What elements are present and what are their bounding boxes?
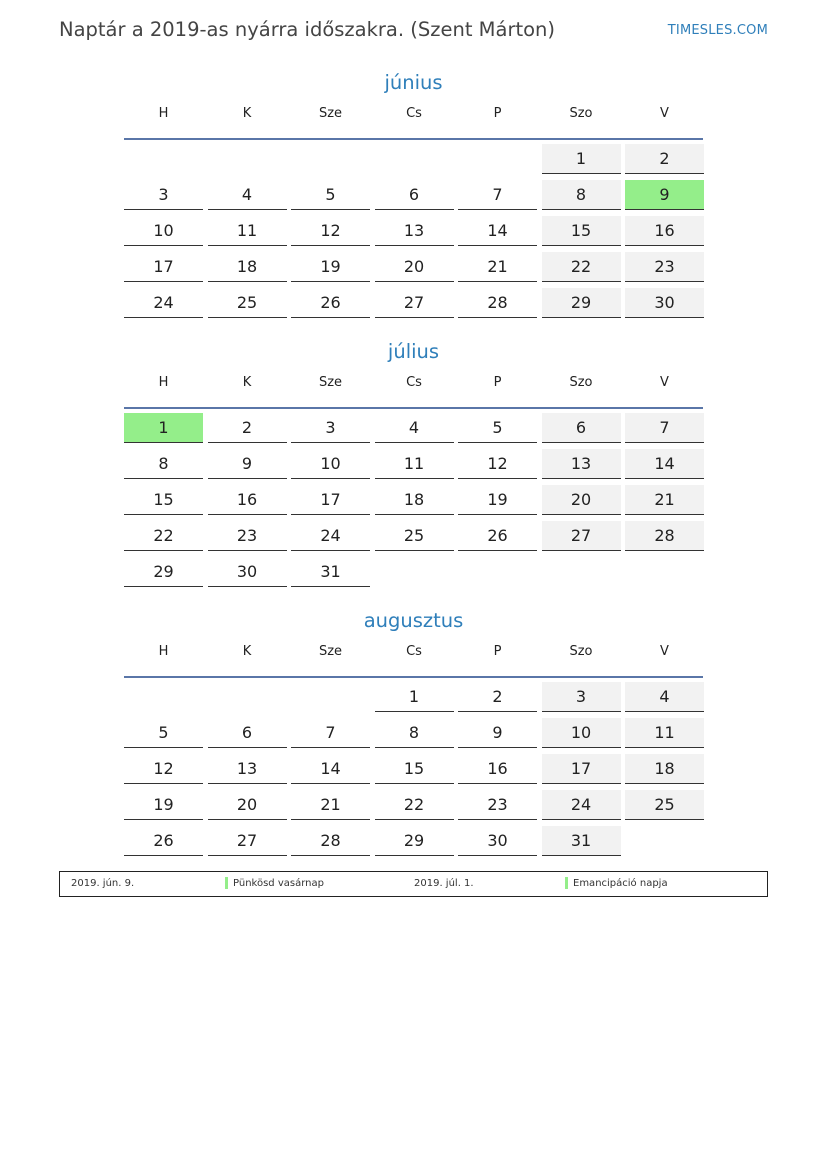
day-cell: 20 [375, 252, 454, 282]
day-cell: 27 [208, 826, 287, 856]
day-cell: 30 [458, 826, 537, 856]
day-cell: 18 [625, 754, 704, 784]
month-title: augusztus [363, 609, 464, 632]
day-cell: 13 [375, 216, 454, 246]
day-cell: 17 [542, 754, 621, 784]
day-cell: 5 [291, 180, 370, 210]
day-cell: 24 [542, 790, 621, 820]
site-link[interactable]: TIMESLES.COM [667, 23, 768, 38]
day-cell: 7 [291, 718, 370, 748]
day-cell: 28 [625, 521, 704, 551]
day-cell: 29 [542, 288, 621, 318]
holiday-marker-icon [565, 877, 568, 889]
day-cell: 11 [375, 449, 454, 479]
weekday-label: K [242, 375, 252, 390]
day-cell: 8 [542, 180, 621, 210]
holiday-legend [59, 871, 768, 897]
day-cell: 15 [375, 754, 454, 784]
day-cell: 19 [291, 252, 370, 282]
day-cell: 16 [458, 754, 537, 784]
day-cell: 12 [458, 449, 537, 479]
day-cell: 4 [375, 413, 454, 443]
day-cell: 14 [625, 449, 704, 479]
weekday-label: K [242, 644, 252, 659]
day-cell: 18 [375, 485, 454, 515]
day-cell: 24 [124, 288, 203, 318]
day-cell: 31 [291, 557, 370, 587]
day-cell: 26 [291, 288, 370, 318]
weekday-label: Szo [569, 106, 593, 121]
legend-holiday-name: Pünkösd vasárnap [233, 878, 324, 889]
day-cell: 25 [375, 521, 454, 551]
weekday-label: Sze [318, 644, 343, 659]
day-cell: 15 [124, 485, 203, 515]
day-cell: 3 [291, 413, 370, 443]
day-cell: 9 [458, 718, 537, 748]
weekday-label: Cs [406, 644, 422, 659]
weekday-header [124, 367, 703, 409]
weekday-label: H [158, 375, 169, 390]
month-title: július [387, 340, 440, 363]
day-cell: 7 [625, 413, 704, 443]
day-cell: 16 [208, 485, 287, 515]
day-cell: 6 [208, 718, 287, 748]
weekday-label: H [158, 644, 169, 659]
day-cell: 22 [124, 521, 203, 551]
month-title: június [384, 71, 443, 94]
day-cell: 29 [375, 826, 454, 856]
day-cell: 19 [458, 485, 537, 515]
day-cell: 7 [458, 180, 537, 210]
day-cell: 27 [542, 521, 621, 551]
day-cell: 2 [458, 682, 537, 712]
weekday-label: Sze [318, 375, 343, 390]
day-cell: 2 [208, 413, 287, 443]
day-cell: 5 [124, 718, 203, 748]
month-july [124, 337, 703, 581]
day-cell: 17 [291, 485, 370, 515]
weekday-label: V [660, 644, 669, 659]
day-cell: 8 [375, 718, 454, 748]
day-cell: 25 [625, 790, 704, 820]
day-cell: 22 [375, 790, 454, 820]
weekday-label: Sze [318, 106, 343, 121]
day-cell: 21 [458, 252, 537, 282]
day-cell: 23 [458, 790, 537, 820]
day-cell: 17 [124, 252, 203, 282]
weekday-label: Szo [569, 644, 593, 659]
day-cell: 3 [124, 180, 203, 210]
weekday-header [124, 636, 703, 678]
day-cell: 23 [625, 252, 704, 282]
weekday-header [124, 98, 703, 140]
day-cell: 1 [375, 682, 454, 712]
day-cell: 8 [124, 449, 203, 479]
day-cell: 12 [291, 216, 370, 246]
day-cell: 10 [291, 449, 370, 479]
legend-holiday-name: Emancipáció napja [573, 878, 668, 889]
day-cell: 6 [375, 180, 454, 210]
weekday-label: P [493, 644, 502, 659]
weekday-label: Cs [406, 106, 422, 121]
page-title: Naptár a 2019-as nyárra időszakra. (Szent Márton) [59, 18, 556, 41]
day-cell: 19 [124, 790, 203, 820]
day-cell: 4 [208, 180, 287, 210]
day-cell: 10 [124, 216, 203, 246]
day-cell: 31 [542, 826, 621, 856]
day-cell: 28 [458, 288, 537, 318]
day-cell: 1 [542, 144, 621, 174]
weekday-label: P [493, 375, 502, 390]
holiday-day-cell: 1 [124, 413, 203, 443]
day-cell: 13 [542, 449, 621, 479]
weekday-label: K [242, 106, 252, 121]
day-cell: 14 [458, 216, 537, 246]
day-cell: 24 [291, 521, 370, 551]
day-cell: 3 [542, 682, 621, 712]
weekday-label: P [493, 106, 502, 121]
day-cell: 26 [458, 521, 537, 551]
day-cell: 14 [291, 754, 370, 784]
weekday-label: Cs [406, 375, 422, 390]
day-cell: 18 [208, 252, 287, 282]
weekday-label: Szo [569, 375, 593, 390]
day-cell: 15 [542, 216, 621, 246]
day-cell: 25 [208, 288, 287, 318]
day-cell: 6 [542, 413, 621, 443]
weekday-label: V [660, 106, 669, 121]
month-august [124, 606, 703, 850]
holiday-day-cell: 9 [625, 180, 704, 210]
day-cell: 21 [625, 485, 704, 515]
page-header [59, 18, 768, 48]
day-cell: 30 [625, 288, 704, 318]
day-cell: 20 [208, 790, 287, 820]
day-cell: 21 [291, 790, 370, 820]
day-cell: 20 [542, 485, 621, 515]
day-cell: 28 [291, 826, 370, 856]
day-cell: 26 [124, 826, 203, 856]
day-cell: 9 [208, 449, 287, 479]
day-cell: 5 [458, 413, 537, 443]
legend-date: 2019. jún. 9. [71, 878, 135, 889]
day-cell: 13 [208, 754, 287, 784]
day-cell: 11 [625, 718, 704, 748]
day-cell: 12 [124, 754, 203, 784]
legend-date: 2019. júl. 1. [414, 878, 474, 889]
day-cell: 30 [208, 557, 287, 587]
weekday-label: V [660, 375, 669, 390]
day-cell: 10 [542, 718, 621, 748]
day-cell: 4 [625, 682, 704, 712]
weekday-label: H [158, 106, 169, 121]
day-cell: 16 [625, 216, 704, 246]
month-june [124, 68, 703, 312]
day-cell: 11 [208, 216, 287, 246]
day-cell: 27 [375, 288, 454, 318]
day-cell: 29 [124, 557, 203, 587]
day-cell: 23 [208, 521, 287, 551]
day-cell: 2 [625, 144, 704, 174]
day-cell: 22 [542, 252, 621, 282]
holiday-marker-icon [225, 877, 228, 889]
